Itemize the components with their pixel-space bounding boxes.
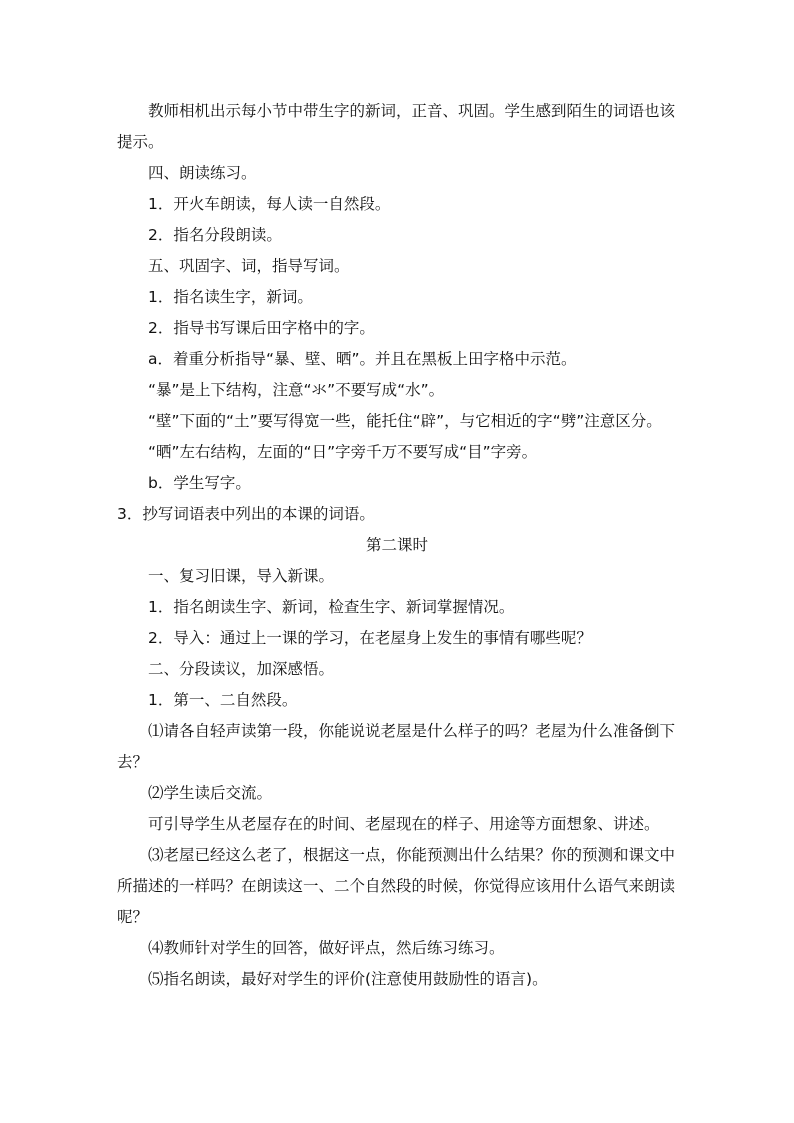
list-item: 1．指名朗读生字、新词，检查生字、新词掌握情况。: [148, 598, 515, 616]
paragraph: “壁”下面的“土”要写得宽一些，能托住“辟”，与它相近的字“劈”注意区分。: [148, 412, 662, 430]
paragraph: “晒”左右结构，左面的“日”字旁千万不要写成“目”字旁。: [148, 443, 538, 461]
list-item: 1．指名读生字，新词。: [148, 288, 313, 306]
sub-item: a．着重分析指导“暴、壁、晒”。并且在黑板上田字格中示范。: [148, 350, 577, 368]
paragraph: 可引导学生从老屋存在的时间、老屋现在的样子、用途等方面想象、讲述。: [148, 815, 660, 833]
paragraph: “暴”是上下结构，注意“氺”不要写成“水”。: [148, 381, 445, 399]
list-item: 2．导入：通过上一课的学习，在老屋身上发生的事情有哪些呢？: [148, 629, 592, 647]
sub-item: ⑴请各自轻声读第一段，你能说说老屋是什么样子的吗？老屋为什么准备倒下去？: [117, 722, 676, 771]
list-item: 2．指导书写课后田字格中的字。: [148, 319, 375, 337]
section-heading: 二、分段读议，加深感悟。: [148, 660, 335, 678]
lesson-title: 第二课时: [365, 536, 428, 554]
list-item: 3．抄写词语表中列出的本课的词语。: [117, 505, 375, 523]
section-heading: 五、巩固字、词，指导写词。: [148, 257, 350, 275]
list-item: 1．开火车朗读，每人读一自然段。: [148, 195, 391, 213]
document-body: [117, 96, 677, 995]
list-item: 1．第一、二自然段。: [148, 691, 298, 709]
sub-item: ⑸指名朗读，最好对学生的评价(注意使用鼓励性的语言)。: [148, 970, 548, 988]
sub-item: ⑵学生读后交流。: [148, 784, 273, 802]
paragraph: 教师相机出示每小节中带生字的新词，正音、巩固。学生感到陌生的词语也该提示。: [117, 102, 676, 151]
sub-item: b．学生写字。: [148, 474, 251, 492]
list-item: 2．指名分段朗读。: [148, 226, 282, 244]
sub-item: ⑷教师针对学生的回答，做好评点，然后练习练习。: [148, 939, 505, 957]
section-heading: 一、复习旧课，导入新课。: [148, 567, 335, 585]
sub-item: ⑶老屋已经这么老了，根据这一点，你能预测出什么结果？你的预测和课文中所描述的一样吗？在朗读这一、二个自然段的时候，你觉得应该用什么语气来朗读呢？: [117, 846, 676, 926]
section-heading: 四、朗读练习。: [148, 164, 257, 182]
